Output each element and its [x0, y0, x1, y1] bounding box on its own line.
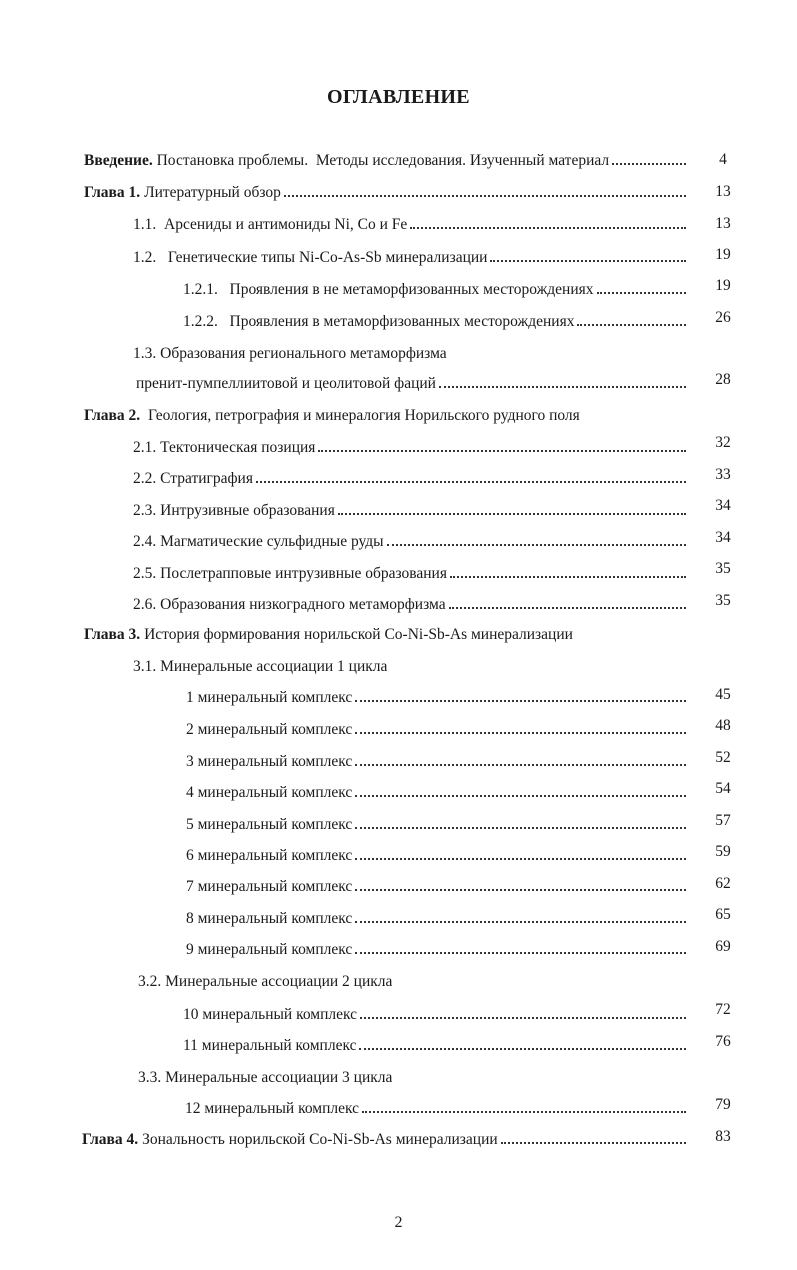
toc-entry-title: [84, 622, 573, 648]
toc-entry[interactable]: [133, 466, 688, 492]
toc-entry-text: 3 минеральный комплекс: [186, 753, 353, 770]
toc-entry-text: 8 минеральный комплекс: [186, 910, 353, 927]
toc-entry-label: Глава 1.: [84, 184, 141, 201]
toc-entry-text: 1.2.2. Проявления в метаморфизованных месторождениях: [183, 313, 575, 330]
dot-leader: [612, 162, 686, 165]
toc-page-number: 34: [715, 497, 731, 514]
toc-entry-title: [82, 1127, 498, 1153]
toc-entry-text: Зональность норильской Co-Ni-Sb-As минерализации: [138, 1131, 498, 1148]
dot-leader: [355, 857, 686, 860]
dot-leader: [355, 920, 686, 923]
toc-entry-text: 2.4. Магматические сульфидные руды: [133, 533, 384, 550]
toc-page-number: 65: [715, 906, 731, 923]
toc-entry-title: [186, 812, 352, 838]
toc-entry-title: [133, 654, 387, 680]
toc-page-number: 26: [715, 309, 731, 326]
toc-page-number: 35: [715, 592, 731, 609]
toc-entry-text: 2.5. Послетрапповые интрузивные образования: [133, 565, 447, 582]
dot-leader: [355, 826, 686, 829]
page-title: ОГЛАВЛЕНИЕ: [327, 86, 470, 108]
toc-page-number: 48: [715, 717, 731, 734]
toc-entry-title: [133, 466, 253, 492]
toc-entry[interactable]: [84, 148, 688, 174]
toc-entry[interactable]: [183, 1033, 688, 1059]
toc-entry[interactable]: [136, 371, 688, 397]
toc-entry-text: 5 минеральный комплекс: [186, 816, 353, 833]
toc-entry-text: Постановка проблемы. Методы исследования. Изученный материал: [152, 152, 610, 169]
toc-entry-text: 1.1. Арсениды и антимониды Ni, Co и Fe: [133, 216, 408, 233]
toc-page-number: 28: [715, 371, 731, 388]
toc-page-number: 34: [715, 529, 731, 546]
toc-page-number: 19: [715, 277, 731, 294]
toc-entry[interactable]: [82, 1127, 688, 1153]
page-number: 2: [394, 1214, 403, 1231]
toc-entry-title: [186, 717, 352, 743]
toc-entry-title: [133, 529, 384, 555]
toc-entry-text: 2.6. Образования низкоградного метаморфизма: [133, 596, 446, 613]
toc-entry-title: [136, 371, 436, 397]
dot-leader: [501, 1141, 686, 1144]
dot-leader: [490, 259, 686, 262]
toc-entry-text: История формирования норильской Co-Ni-Sb-As минерализации: [140, 626, 573, 643]
toc-page-number: 4: [719, 151, 727, 168]
toc-entry[interactable]: [133, 592, 688, 618]
toc-entry[interactable]: [84, 403, 580, 429]
dot-leader: [355, 888, 686, 891]
toc-entry[interactable]: [185, 1096, 688, 1122]
toc-entry[interactable]: [84, 180, 688, 206]
toc-entry-title: [186, 843, 352, 869]
toc-entry-label: Глава 2.: [84, 407, 141, 424]
toc-entry-text: 4 минеральный комплекс: [186, 784, 353, 801]
toc-entry[interactable]: [133, 654, 387, 680]
dot-leader: [355, 951, 686, 954]
toc-entry[interactable]: [186, 937, 688, 963]
toc-entry-title: [133, 341, 447, 367]
toc-entry[interactable]: [186, 780, 688, 806]
toc-entry-text: 1.3. Образования регионального метаморфизма: [133, 345, 447, 362]
toc-entry[interactable]: [133, 561, 688, 587]
toc-entry-text: Литературный обзор: [140, 184, 281, 201]
dot-leader: [450, 575, 686, 578]
toc-entry-text: 2.1. Тектоническая позиция: [133, 439, 316, 456]
toc-entry[interactable]: [138, 1065, 392, 1091]
dot-leader: [355, 731, 686, 734]
toc-entry-title: [183, 277, 594, 303]
toc-entry[interactable]: [186, 749, 688, 775]
toc-entry[interactable]: [133, 435, 688, 461]
toc-entry-text: 6 минеральный комплекс: [186, 847, 353, 864]
toc-entry-text: 12 минеральный комплекс: [185, 1100, 360, 1117]
toc-entry-text: 1 минеральный комплекс: [186, 689, 353, 706]
toc-entry[interactable]: [133, 245, 688, 271]
toc-page-number: 19: [715, 246, 731, 263]
toc-entry-title: [186, 685, 352, 711]
toc-page-number: 33: [715, 466, 731, 483]
toc-entry-title: [133, 592, 446, 618]
toc-entry-text: 11 минеральный комплекс: [183, 1037, 357, 1054]
dot-leader: [439, 385, 686, 388]
dot-leader: [360, 1016, 686, 1019]
toc-entry-title: [138, 1065, 392, 1091]
dot-leader: [338, 512, 686, 515]
toc-entry-label: Глава 4.: [82, 1131, 139, 1148]
toc-page-number: 13: [715, 183, 731, 200]
toc-entry-title: [84, 180, 281, 206]
toc-entry-title: [84, 148, 609, 174]
toc-entry[interactable]: [133, 498, 688, 524]
toc-entry-title: [183, 309, 574, 335]
dot-leader: [355, 699, 686, 702]
toc-entry-title: [133, 498, 335, 524]
toc-page-number: 62: [715, 875, 731, 892]
dot-leader: [410, 226, 686, 229]
toc-entry-label: Введение.: [84, 152, 153, 169]
toc-entry[interactable]: [186, 685, 688, 711]
toc-entry-text: пренит-пумпеллиитовой и цеолитовой фаций: [136, 375, 436, 392]
toc-entry[interactable]: [133, 212, 688, 238]
toc-page-number: 52: [715, 749, 731, 766]
toc-entry-text: 2 минеральный комплекс: [186, 721, 353, 738]
toc-entry[interactable]: [186, 812, 688, 838]
toc-entry[interactable]: [183, 277, 688, 303]
dot-leader: [355, 794, 686, 797]
toc-entry[interactable]: [84, 622, 573, 648]
toc-entry-text: 1.2.1. Проявления в не метаморфизованных месторождениях: [183, 281, 594, 298]
toc-entry-text: 7 минеральный комплекс: [186, 878, 353, 895]
toc-page-number: 79: [715, 1096, 731, 1113]
dot-leader: [318, 449, 686, 452]
toc-entry-text: 3.3. Минеральные ассоциации 3 цикла: [138, 1069, 393, 1086]
toc-page-number: 69: [715, 938, 731, 955]
toc-page-number: 54: [715, 780, 731, 797]
toc-page-number: 72: [715, 1001, 731, 1018]
dot-leader: [597, 291, 686, 294]
toc-entry-title: [84, 403, 580, 429]
dot-leader: [359, 1047, 686, 1050]
toc-entry-text: 9 минеральный комплекс: [186, 941, 353, 958]
toc-entry-title: [183, 1033, 356, 1059]
toc-entry-text: 10 минеральный комплекс: [183, 1006, 358, 1023]
toc-page-number: 32: [715, 434, 731, 451]
toc-entry[interactable]: [186, 906, 688, 932]
toc-page-number: 76: [715, 1033, 731, 1050]
toc-page-number: 83: [715, 1128, 731, 1145]
toc-entry[interactable]: [133, 529, 688, 555]
toc-entry-text: 2.3. Интрузивные образования: [133, 502, 335, 519]
toc-entry-text: 3.2. Минеральные ассоциации 2 цикла: [138, 973, 393, 990]
toc-entry-title: [133, 561, 447, 587]
toc-entry-title: [186, 937, 352, 963]
toc-entry-title: [186, 906, 352, 932]
toc-entry[interactable]: [186, 843, 688, 869]
toc-entry-label: Глава 3.: [84, 626, 141, 643]
toc-entry[interactable]: [138, 969, 392, 995]
toc-page-number: 45: [715, 686, 731, 703]
toc-entry-title: [186, 874, 352, 900]
dot-leader: [577, 323, 686, 326]
toc-page-number: 57: [715, 812, 731, 829]
toc-entry-title: [138, 969, 392, 995]
toc-entry[interactable]: [133, 341, 447, 367]
dot-leader: [449, 606, 686, 609]
toc-entry-title: [186, 780, 352, 806]
toc-page-number: 35: [715, 560, 731, 577]
dot-leader: [387, 543, 686, 546]
toc-entry[interactable]: [183, 1002, 688, 1028]
toc-entry-title: [133, 245, 487, 271]
toc-entry-text: Геология, петрография и минералогия Норильского рудного поля: [140, 407, 580, 424]
toc-entry-text: 2.2. Стратиграфия: [133, 470, 253, 487]
dot-leader: [284, 194, 686, 197]
toc-entry-title: [183, 1002, 357, 1028]
toc-entry-title: [186, 749, 352, 775]
toc-entry-text: 1.2. Генетические типы Ni-Co-As-Sb минерализации: [133, 249, 488, 266]
toc-entry-title: [133, 435, 315, 461]
toc-page-number: 59: [715, 843, 731, 860]
dot-leader: [355, 763, 686, 766]
toc-entry[interactable]: [183, 309, 688, 335]
toc-page-number: 13: [715, 215, 731, 232]
toc-entry-title: [185, 1096, 359, 1122]
dot-leader: [256, 480, 686, 483]
dot-leader: [362, 1110, 686, 1113]
toc-entry-title: [133, 212, 407, 238]
toc-entry-text: 3.1. Минеральные ассоциации 1 цикла: [133, 658, 388, 675]
toc-entry[interactable]: [186, 717, 688, 743]
toc-entry[interactable]: [186, 874, 688, 900]
